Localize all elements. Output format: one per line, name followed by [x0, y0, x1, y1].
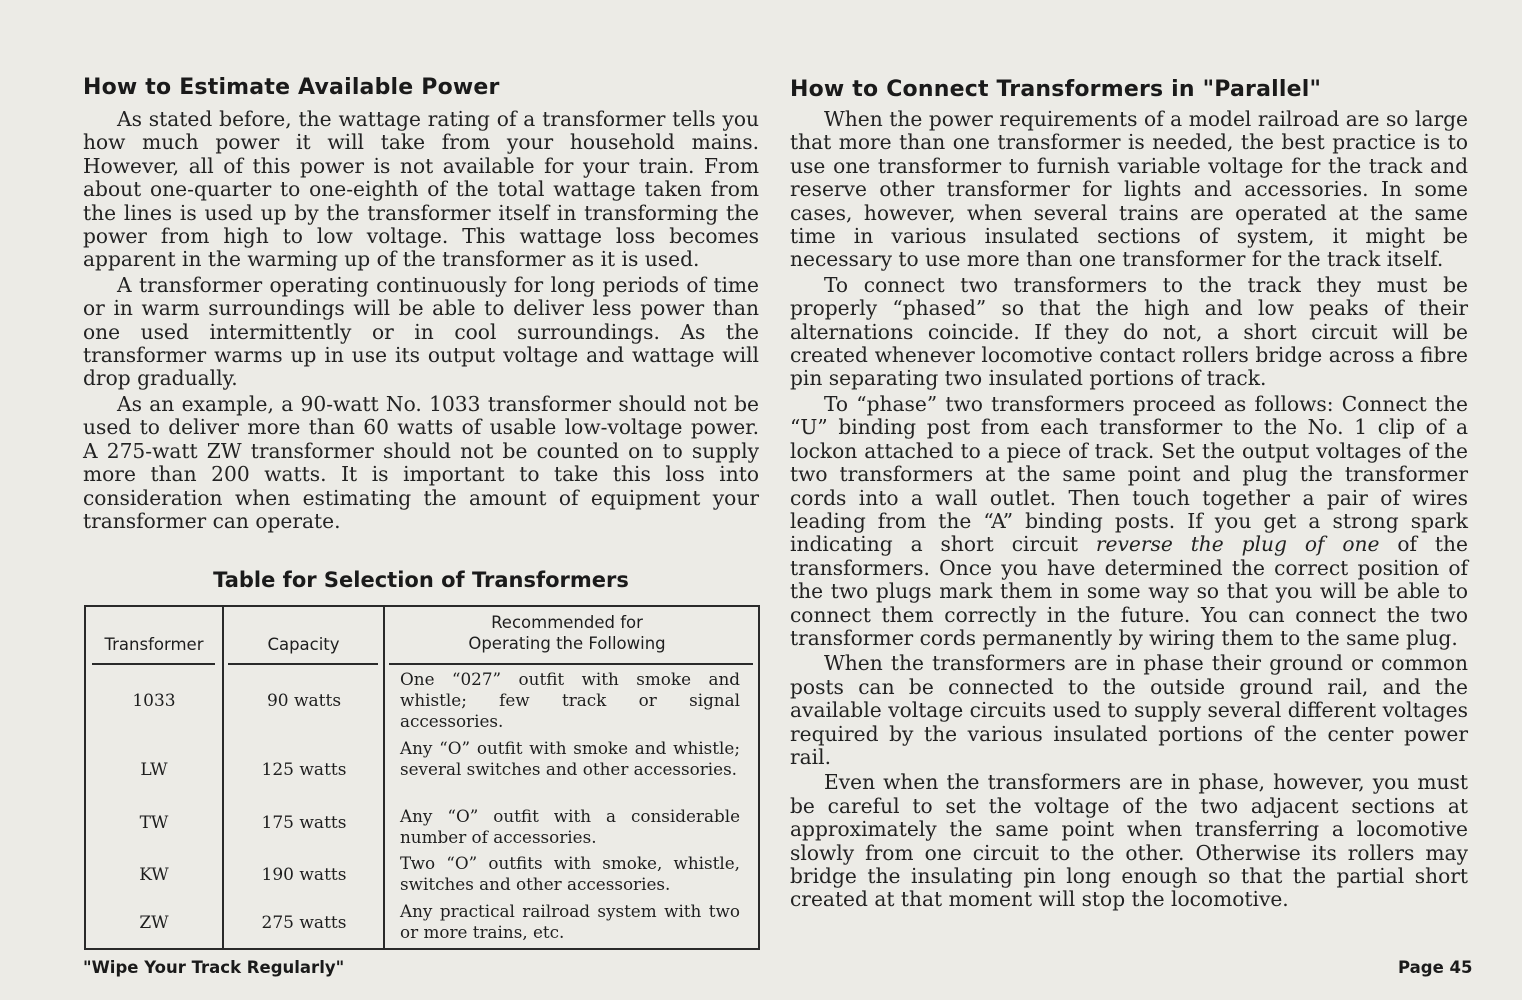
header-capacity: Capacity	[267, 635, 340, 654]
row-lw-recommended: Any “O” outfit with smoke and whistle; several switches and other accessories.	[400, 738, 740, 779]
left-column-text	[83, 108, 759, 533]
row-zw-capacity: 275 watts	[261, 913, 347, 933]
table-title: Table for Selection of Transformers	[213, 568, 629, 592]
paragraph: Even when the transformers are in phase, however, you must be careful to set the voltage of the two adjacent sections at approximately the same point when transferring a locomotive slowly from one circuit to the other. Otherwise its rollers may bridge the insulating pin long enough so that the partial short created at that moment will stop the locomotive.	[790, 770, 1468, 912]
italic-emphasis: reverse the plug of one	[1095, 532, 1380, 557]
paragraph: When the transformers are in phase their ground or common posts can be connected to the outside ground rail, and the available voltage circuits used to supply several different voltages required by the various insulated portions of the center power rail.	[790, 651, 1468, 769]
row-1033-capacity: 90 watts	[266, 691, 342, 711]
row-kw-name: KW	[139, 865, 169, 885]
footer-slogan: "Wipe Your Track Regularly"	[83, 958, 345, 977]
transformer-selection-table	[84, 605, 760, 950]
header-recommended: Recommended for Operating the Following	[468, 613, 666, 653]
header-transformer: Transformer	[104, 635, 204, 654]
row-1033-name: 1033	[132, 691, 176, 711]
row-tw-capacity: 175 watts	[261, 813, 347, 833]
row-lw-capacity: 125 watts	[261, 760, 347, 780]
right-section-heading: How to Connect Transformers in "Parallel"	[790, 77, 1322, 102]
right-column-text	[790, 108, 1468, 912]
paragraph: To connect two transformers to the track they must be properly “phased” so that the high and low peaks of their alternations coincide. If they do not, a short circuit will be created whenever locomotive contact rollers bridge across a fibre pin separating two insulated portions of track.	[790, 272, 1468, 391]
row-kw-recommended: Two “O” outfits with smoke, whistle, switches and other accessories.	[400, 853, 740, 894]
paragraph-text: of the transformers. Once you have determined the correct position of the two plugs mark them in some way so that you will be able to connect them correctly in the future. You can connect the two transformer cords permanently by wiring them to the same plug.	[790, 532, 1468, 650]
page-number: Page 45	[1398, 958, 1473, 977]
left-section-heading: How to Estimate Available Power	[83, 75, 500, 100]
paragraph	[790, 393, 1468, 650]
paragraph: A transformer operating continuously for long periods of time or in warm surroundings will be able to deliver less power than one used intermittently or in cool surroundings. As the transformer warms up in use its output voltage and wattage will drop gradually.	[83, 272, 759, 391]
row-kw-capacity: 190 watts	[261, 865, 347, 885]
paragraph: As an example, a 90-watt No. 1033 transformer should not be used to deliver more than 60 watts of usable low-voltage power. A 275-watt ZW transformer should not be counted on to supply more than 200 watts. It is important to take this loss into consideration when estimating the amount of equipment your transformer can operate.	[83, 391, 759, 533]
row-lw-name: LW	[140, 760, 168, 780]
paragraph: When the power requirements of a model railroad are so large that more than one transformer is needed, the best practice is to use one transformer to furnish variable voltage for the track and reserve other transformer for lights and accessories. In some cases, however, when several trains are operated at the same time in various insulated sections of system, it might be necessary to use more than one transformer for the track itself.	[790, 107, 1468, 272]
paragraph-text: To “phase” two transformers proceed as follows: Connect the “U” binding post from each transformer to the No. 1 clip of a lockon attached to a piece of track. Set the output voltages of the two transformers at the same point and plug the transformer cords into a wall outlet. Then touch together a pair of wires leading from the “A” binding posts. If you get a strong spark indicating a short circuit	[790, 391, 1468, 557]
header-rule	[228, 663, 378, 665]
header-rule	[92, 663, 215, 665]
row-tw-name: TW	[139, 813, 169, 833]
header-rule	[389, 663, 753, 665]
row-1033-recommended: One “027” outfit with smoke and whistle; few track or signal accessories.	[400, 669, 740, 731]
row-zw-recommended: Any practical railroad system with two or more trains, etc.	[400, 901, 740, 942]
paragraph: As stated before, the wattage rating of a transformer tells you how much power it will take from your household mains. However, all of this power is not available for your train. From about one-quarter to one-eighth of the total wattage taken from the lines is used up by the transformer itself in transforming the power from high to low voltage. This wattage loss becomes apparent in the warming up of the transformer as it is used.	[83, 107, 759, 272]
row-zw-name: ZW	[139, 913, 169, 933]
row-tw-recommended: Any “O” outfit with a considerable number of accessories.	[400, 806, 740, 847]
